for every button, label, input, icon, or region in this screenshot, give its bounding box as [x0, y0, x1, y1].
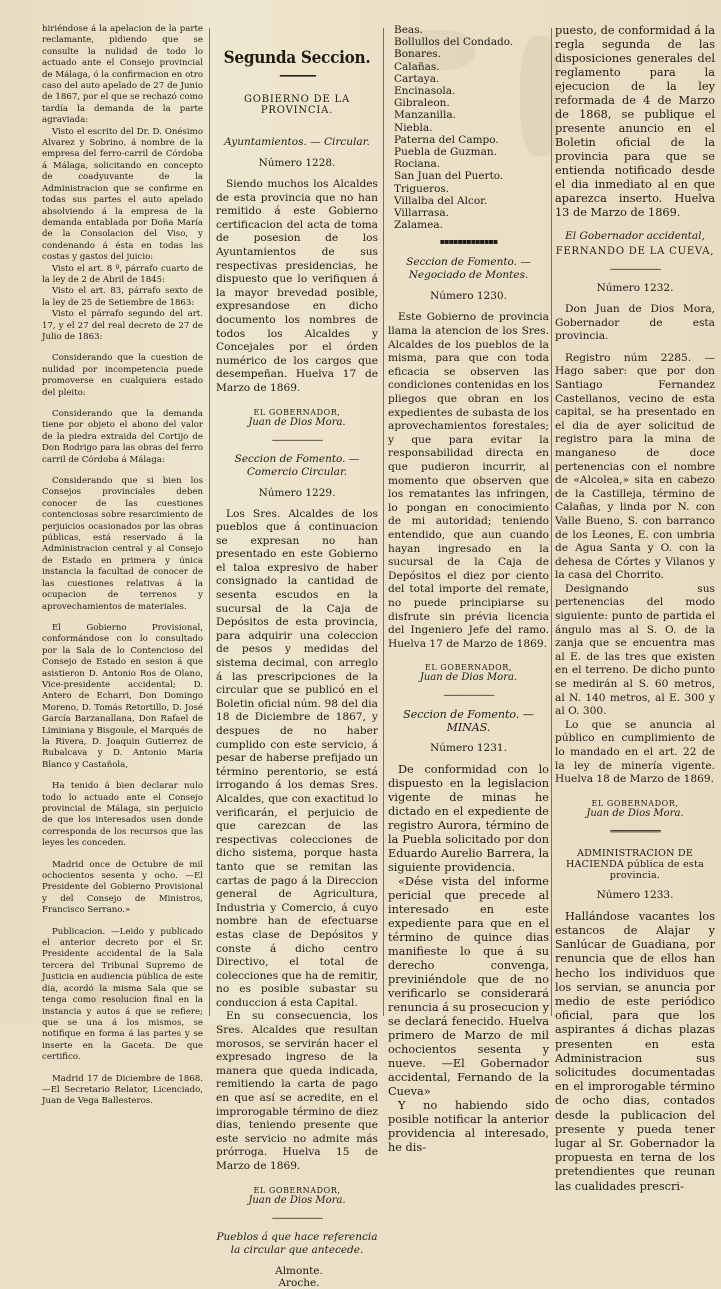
notice-number: Número 1230. [430, 290, 507, 303]
paragraph: Visto el escrito del Dr. D. Onésimo Alvarez y Sobrino, á nombre de la empresa del ferro-carril de Córdoba á Málaga, solicitando en concepto de coadyuvante de la Administracion que se confirme en todas sus partes el auto apelado absolviendo á la empresa de la demanda entablada por Doña María de la Consolacion del Viso, y condenando á ésta en todas las costas y gastos del juicio: [42, 126, 203, 263]
paragraph: Considerando que la cuestion de nulidad por incompetencia puede promoverse en cualquiera estado del pleito: [42, 353, 203, 398]
department-heading: ADMINISTRACION DE HACIENDA pública de esta provincia. [565, 847, 705, 881]
ornament-divider: ━━━━━━━━━━ [279, 72, 315, 82]
paragraph: El Gobierno Provisional, conformándose con lo consultado por la Sala de lo Contencioso del Consejo de Estado en sesion á que asistieron D. Antonio Ros de Olano, Vice-presidente accidental; D. Antero de Echarri, Don Domingo Moreno, D. Tomás Retortillo, D. José García Barzanallana, Don Rafael de Liminiana y Bisgoule, el Marqués de la Rivera, D. Joaquin Gutierrez de Rubalcava y D. Antonio Maria Blanco y Castañola, [42, 622, 203, 770]
paragraph: Visto el art. 8 º, párrafo cuarto de la ley de 2 de Abril de 1845: [42, 263, 203, 285]
column-2 [216, 24, 378, 1289]
signer-name: FERNANDO DE LA CUEVA, [555, 246, 715, 257]
notice-header: Ayuntamientos. — Circular. [224, 136, 370, 148]
notice-body: puesto, de conformidad á la regla segunda de las disposiciones generales del reglamento para la ejecucion de la ley reformada de 4 de Marzo de 1868, se publique el presente anuncio en el Boletin oficial de la provincia para que se entienda notificado desde el dia inmediato al en que aparezca inserto. Huelva 13 de Marzo de 1869. [555, 24, 715, 219]
town-name: Trigueros. [394, 182, 450, 195]
separator: ───────────── [272, 1213, 322, 1223]
paragraph: Considerando que la demanda tiene por objeto el abono del valor de la piedra extraida del Cortijo de Don Rodrigo para las obras del ferro carril de Córdoba á Málaga: [42, 409, 203, 465]
column-rule [383, 28, 384, 1016]
paragraph: Publicacion. —Leido y publicado el anterior decreto por el Sr. Presidente accidental de la Sala tercera del Tribunal Supremo de Justicia en audiencia pública de este dia, acordó la misma Sala que se tenga como resolucion final en la instancia y autos á que se refiere; que se una á los mismos, se notifique en forma á las partes y se inserte en la Gaceta. De que certifico. [42, 926, 203, 1063]
town-name: Cartaya. [394, 72, 440, 85]
column-rule [551, 28, 552, 1016]
column-3 [388, 24, 549, 1155]
notice-header: Seccion de Fomento. — Negociado de Montes. [406, 256, 531, 282]
notice-body: En su consecuencia, los Sres. Alcaldes que resultan morosos, se servirán hacer el expresado ingreso de la manera que queda indicada, remitiendo la carta de pago en que así se acredite, en el improrogable término de diez dias, teniendo presente que este servicio no admite más prórroga. Huelva 15 de Marzo de 1869. [216, 1010, 378, 1172]
town-name: Puebla de Guzman. [394, 146, 497, 159]
notice-number: Número 1228. [258, 157, 336, 169]
notice-body: Registro núm 2285. — Hago saber: que por don Santiago Fernandez Castellanos, vecino de esta capital, se ha presentado en el dia de ayer solicitud de registro para la mina de manganeso de doce pertenencias con el nombre de «Alcolea,» sita en cabezo de la Castilleja, término de Calañas, y linda por N. con Valle Bueno, S. con barranco de los Leones, E. con umbria de Agua Santa y O. con la dehesa de Córtes y Vilanos y la casa del Chorrito. [555, 351, 715, 582]
signer-name: Juan de Dios Mora. [586, 807, 684, 819]
town-name: Rociana. [394, 158, 441, 171]
notice-body: Y no habiendo sido posible notificar la anterior providencia al interesado, he dis- [388, 1099, 549, 1155]
notice-body: Siendo muchos los Alcaldes de esta provincia que no han remitido á este Gobierno certificacion del acta de toma de posesion de los Ayuntamientos de sus respectivas presidencias, he dispuesto que lo verifiquen á la mayor brevedad posible, expresandose en dicho documento los nombres de todos los Alcaldes y Concejales por el órden numérico de los cargos que desempeñan. Huelva 17 de Marzo de 1869. [216, 178, 378, 394]
separator: ▪▪▪▪▪▪▪▪▪▪▪▪▪ [439, 237, 498, 247]
signer-name: Juan de Dios Mora. [248, 416, 346, 428]
town-name: Calañas. [394, 60, 440, 73]
notice-number: Número 1233. [596, 888, 674, 901]
town-name: Manzanilla. [394, 109, 457, 122]
notice-body: Hallándose vacantes los estancos de Alajar y Sanlúcar de Guadiana, por renuncia que de ellos han hecho los individuos que los servian, se anuncia por medio de este periódico oficial, para que los aspirantes á dichas plazas presenten en esta Administracion sus solicitudes documentadas en el improrogable término de ocho dias, contados desde la publicacion del presente y pueda tener lugar al Sr. Gobernador la propuesta en terna de los pretendientes que reunan las cualidades prescri- [555, 909, 715, 1193]
signer-name: Juan de Dios Mora. [248, 1194, 346, 1206]
signer-title: El Gobernador accidental, [565, 230, 705, 242]
separator: ═════════════ [610, 826, 660, 836]
town-name: Almonte. [275, 1264, 323, 1277]
town-name: Encinasola. [394, 85, 456, 98]
signer-title: EL GOBERNADOR, [424, 663, 513, 673]
notice-body: Designando sus pertenencias del modo siguiente: punto de partida el ángulo mas al S. O. de la zanja que se encuentra mas al E. de las tres que existen en el terreno. De dicho punto se medirán al S. 60 metros, al N. 140 metros, al E. 300 y al O. 300. [555, 582, 715, 718]
paragraph: hiriéndose á la apelacion de la parte reclamante, pidiendo que se consulte la nulidad de todo lo actuado ante el Consejo provincial de Málaga, ó la confirmacion en otro caso del auto apelado de 27 de Junio de 1867, por el que se rechazó como tardía la demanda de la parte agraviada: [42, 24, 203, 126]
town-name: Zalamea. [394, 219, 443, 232]
notice-number: Número 1232. [596, 282, 674, 294]
town-name: Paterna del Campo. [394, 133, 499, 146]
town-name: Villarrasa. [394, 207, 450, 220]
notice-number: Número 1229. [258, 486, 336, 499]
column-1 [42, 24, 203, 1107]
column-4 [555, 24, 715, 1193]
notice-body: «Dése vista del informe pericial que precede al interesado en este expediente para que en el término de quince dias manifieste lo que á su derecho convenga, previniéndole que de no verificarlo se considerará renuncia á su prosecucion y se declará fenecido. Huelva primero de Marzo de mil ochocientos sesenta y nueve. —El Gobernador accidental, Fernando de la Cueva» [388, 875, 549, 1099]
town-name: San Juan del Puerto. [394, 170, 504, 183]
separator: ───────────── [272, 435, 322, 445]
town-list [388, 24, 549, 231]
column-rule [209, 28, 210, 1016]
notice-body: Lo que se anuncia al público en cumplimiento de lo mandado en el art. 22 de la ley de minería vigente. Huelva 18 de Marzo de 1869. [555, 718, 715, 786]
notice-header: Seccion de Fomento. — MINAS. [403, 708, 534, 735]
notice-heading: Don Juan de Dios Mora, Gobernador de esta provincia. [555, 303, 715, 343]
separator: ───────────── [610, 265, 660, 274]
town-name: Gibraleon. [394, 97, 450, 110]
notice-number: Número 1231. [430, 742, 507, 755]
signer-title: EL GOBERNADOR, [253, 1185, 341, 1195]
paragraph: Considerando que si bien los Consejos provinciales deben conocer de las cuestiones contenciosas sobre resarcimiento de perjuicios ocasionados por las obras públicas, está reservado á la Administracion central y al Consejo de Estado en primera y única instancia la facultad de conocer de las cuestiones relativas á la ocupacion de terrenos y aprovechamientos de materiales. [42, 476, 203, 612]
signer-title: EL GOBERNADOR, [253, 407, 341, 417]
department-heading: GOBIERNO DE LA PROVINCIA. [244, 94, 350, 116]
paragraph: Madrid 17 de Diciembre de 1868. —El Secretario Relator, Licenciado, Juan de Vega Ballesteros. [42, 1073, 203, 1107]
town-name: Niebla. [394, 121, 433, 134]
town-name: Bollullos del Condado. [394, 36, 514, 49]
paragraph: Visto el art. 83, párrafo sexto de la ley de 25 de Setiembre de 1863: [42, 286, 203, 308]
signer-name: Juan de Dios Mora. [419, 672, 518, 684]
signer-title: EL GOBERNADOR, [591, 798, 679, 808]
town-name: Beas. [394, 24, 423, 36]
notice-body: Los Sres. Alcaldes de los pueblos que á continuacion se expresan no han presentado en este Gobierno el taloa expresivo de haber consignado la cantidad de sesenta escudos en la sucursal de la Caja de Depósitos de esta provincia, para adquirir una coleccion de pesos y medidas del sistema decimal, con arreglo á las prescripciones de la circular que se publicó en el Boletin oficial núm. 98 del dia 18 de Diciembre de 1867, y despues de no haber cumplido con este servicio, á pesar de haberse prefijado un término perentorio, se está irrogando á los demas Sres. Alcaldes, que con exactitud lo verificarán, el perjuicio de que carezcan de las respectivas colecciones de dicho sistema, porque hasta tanto que se remitan las cartas de pago á la Direccion general de Agricultura, Industria y Comercio, á cuyo nombre han de efectuarse estas clase de Depósitos y conste á dicho centro Directivo, el total de colecciones que ha de remitir, no es posible subastar su conduccion á esta Capital. [216, 507, 378, 1009]
notice-body: Este Gobierno de provincia llama la atencion de los Sres. Alcaldes de los pueblos de la misma, para que con toda eficacia se observen las condiciones contenidas en los pliegos que obran en los expedientes de subasta de los aprovechamientos forestales; y que para evitar la responsabilidad directa en que pudieron incurrir, al momento que observen que los rematantes las infringen, lo pongan en conocimiento de mi autoridad; teniendo entendido, que aun cuando hayan ingresado en la sucursal de la Caja de Depósitos el diez por ciento del total importe del remate, no puede principiarse su disfrute sin prévia licencia del Ingeniero Jefe del ramo. Huelva 17 de Marzo de 1869. [388, 311, 549, 650]
notice-footer-note: Pueblos á que hace referencia la circular que antecede. [216, 1230, 378, 1256]
paragraph: Ha tenido á bien declarar nulo todo lo actuado ante el Consejo provincial de Málaga, sin perjuicio de que los interesados usen donde corresponda de los recursos que las leyes les conceden. [42, 781, 203, 849]
town-list [216, 1265, 378, 1289]
section-title: Segunda Seccion. [223, 48, 371, 68]
paragraph: Madrid once de Octubre de mil ochocientos sesenta y ocho. —El Presidente del Gobierno Provisional y del Consejo de Ministros, Francisco Serrano.» [42, 859, 203, 916]
paragraph: Visto el párrafo segundo del art. 17, y el 27 del real decreto de 27 de Julio de 1863: [42, 309, 203, 342]
town-name: Villalba del Alcor. [394, 194, 488, 207]
town-name: Aroche. [278, 1276, 320, 1289]
separator: ───────────── [443, 691, 494, 701]
town-name: Bonares. [394, 48, 442, 61]
notice-body: De conformidad con lo dispuesto en la legislacion vigente de minas he dictado en el expediente de registro Aurora, término de la Puebla solicitado por don Eduardo Aurelio Barrera, la siguiente providencia. [388, 763, 549, 875]
notice-header: Seccion de Fomento. — Comercio Circular. [234, 452, 360, 478]
